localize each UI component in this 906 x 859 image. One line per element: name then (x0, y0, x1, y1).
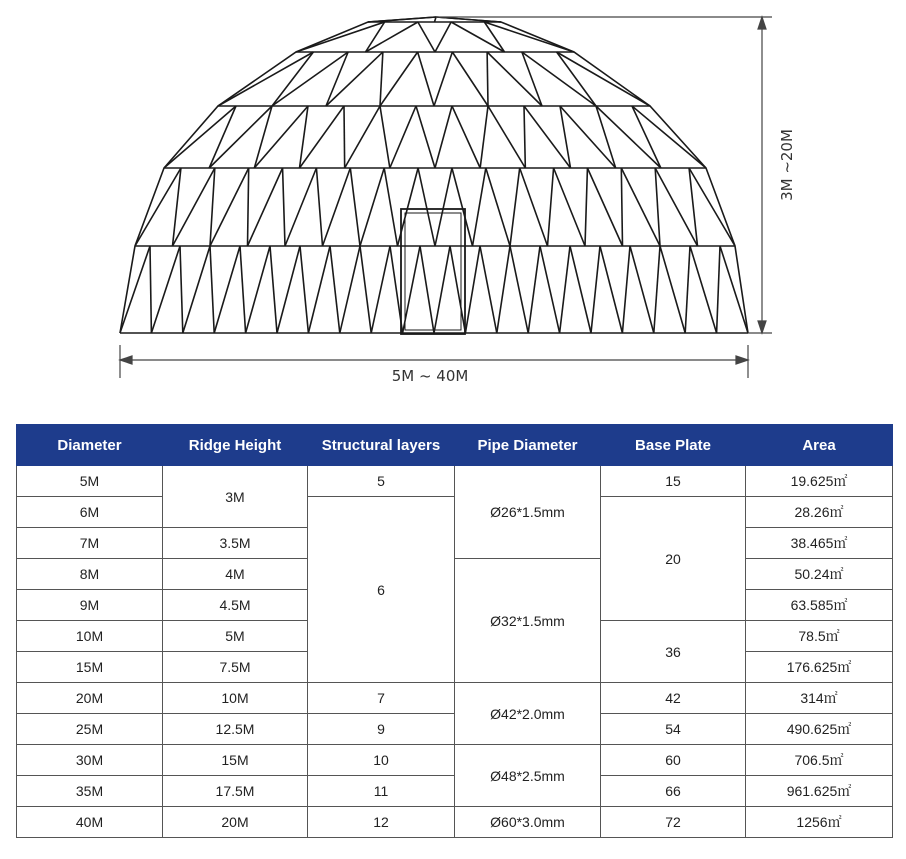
area-cell: 706.5㎡ (746, 745, 893, 776)
area-cell: 50.24㎡ (746, 559, 893, 590)
pipe-cell: Ø48*2.5mm (455, 745, 601, 807)
pipe-cell: Ø26*1.5mm (455, 466, 601, 559)
header-diameter: Diameter (17, 425, 163, 466)
ridge-height-cell: 3.5M (163, 528, 308, 559)
table-row (17, 745, 893, 776)
area-cell: 38.465㎡ (746, 528, 893, 559)
base-plate-cell: 42 (601, 683, 746, 714)
base-plate-cell: 60 (601, 745, 746, 776)
pipe-cell: Ø42*2.0mm (455, 683, 601, 745)
layers-cell: 5 (308, 466, 455, 497)
header-ridge-height: Ridge Height (163, 425, 308, 466)
diameter-cell: 25M (17, 714, 163, 745)
layers-cell: 7 (308, 683, 455, 714)
base-plate-cell: 15 (601, 466, 746, 497)
ridge-height-cell: 15M (163, 745, 308, 776)
area-cell: 961.625㎡ (746, 776, 893, 807)
layers-cell: 6 (308, 497, 455, 683)
base-plate-cell: 72 (601, 807, 746, 838)
table-row (17, 559, 893, 590)
ridge-height-cell: 10M (163, 683, 308, 714)
pipe-cell: Ø60*3.0mm (455, 807, 601, 838)
pipe-cell: Ø32*1.5mm (455, 559, 601, 683)
ridge-height-cell: 17.5M (163, 776, 308, 807)
base-plate-cell: 54 (601, 714, 746, 745)
ridge-height-cell: 20M (163, 807, 308, 838)
ridge-height-cell: 7.5M (163, 652, 308, 683)
layers-cell: 12 (308, 807, 455, 838)
diameter-cell: 35M (17, 776, 163, 807)
geodesic-dome-drawing (0, 0, 906, 410)
table-row (17, 466, 893, 497)
base-plate-cell: 66 (601, 776, 746, 807)
height-range-label: 3M ~20M (778, 129, 796, 201)
spec-table (16, 424, 893, 838)
diameter-cell: 5M (17, 466, 163, 497)
diameter-cell: 30M (17, 745, 163, 776)
area-cell: 1256㎡ (746, 807, 893, 838)
diameter-cell: 7M (17, 528, 163, 559)
area-cell: 176.625㎡ (746, 652, 893, 683)
header-pipe-diameter: Pipe Diameter (455, 425, 601, 466)
diameter-cell: 20M (17, 683, 163, 714)
header-base-plate: Base Plate (601, 425, 746, 466)
diameter-cell: 9M (17, 590, 163, 621)
diameter-cell: 40M (17, 807, 163, 838)
table-header-row (17, 425, 893, 466)
ridge-height-cell: 4.5M (163, 590, 308, 621)
diameter-cell: 8M (17, 559, 163, 590)
table-row (17, 807, 893, 838)
area-cell: 19.625㎡ (746, 466, 893, 497)
ridge-height-cell: 12.5M (163, 714, 308, 745)
table-row (17, 683, 893, 714)
door (401, 209, 465, 334)
area-cell: 314㎡ (746, 683, 893, 714)
header-structural-layers: Structural layers (308, 425, 455, 466)
base-plate-cell: 20 (601, 497, 746, 621)
area-cell: 28.26㎡ (746, 497, 893, 528)
layers-cell: 11 (308, 776, 455, 807)
height-dimension-line (436, 17, 772, 333)
area-cell: 63.585㎡ (746, 590, 893, 621)
width-range-label: 5M ~ 40M (391, 367, 469, 385)
base-plate-cell: 36 (601, 621, 746, 683)
diameter-cell: 10M (17, 621, 163, 652)
diameter-cell: 6M (17, 497, 163, 528)
dome-frame (120, 17, 748, 333)
layers-cell: 9 (308, 714, 455, 745)
layers-cell: 10 (308, 745, 455, 776)
diameter-cell: 15M (17, 652, 163, 683)
ridge-height-cell: 3M (163, 466, 308, 528)
area-cell: 78.5㎡ (746, 621, 893, 652)
header-area: Area (746, 425, 893, 466)
ridge-height-cell: 4M (163, 559, 308, 590)
ridge-height-cell: 5M (163, 621, 308, 652)
area-cell: 490.625㎡ (746, 714, 893, 745)
